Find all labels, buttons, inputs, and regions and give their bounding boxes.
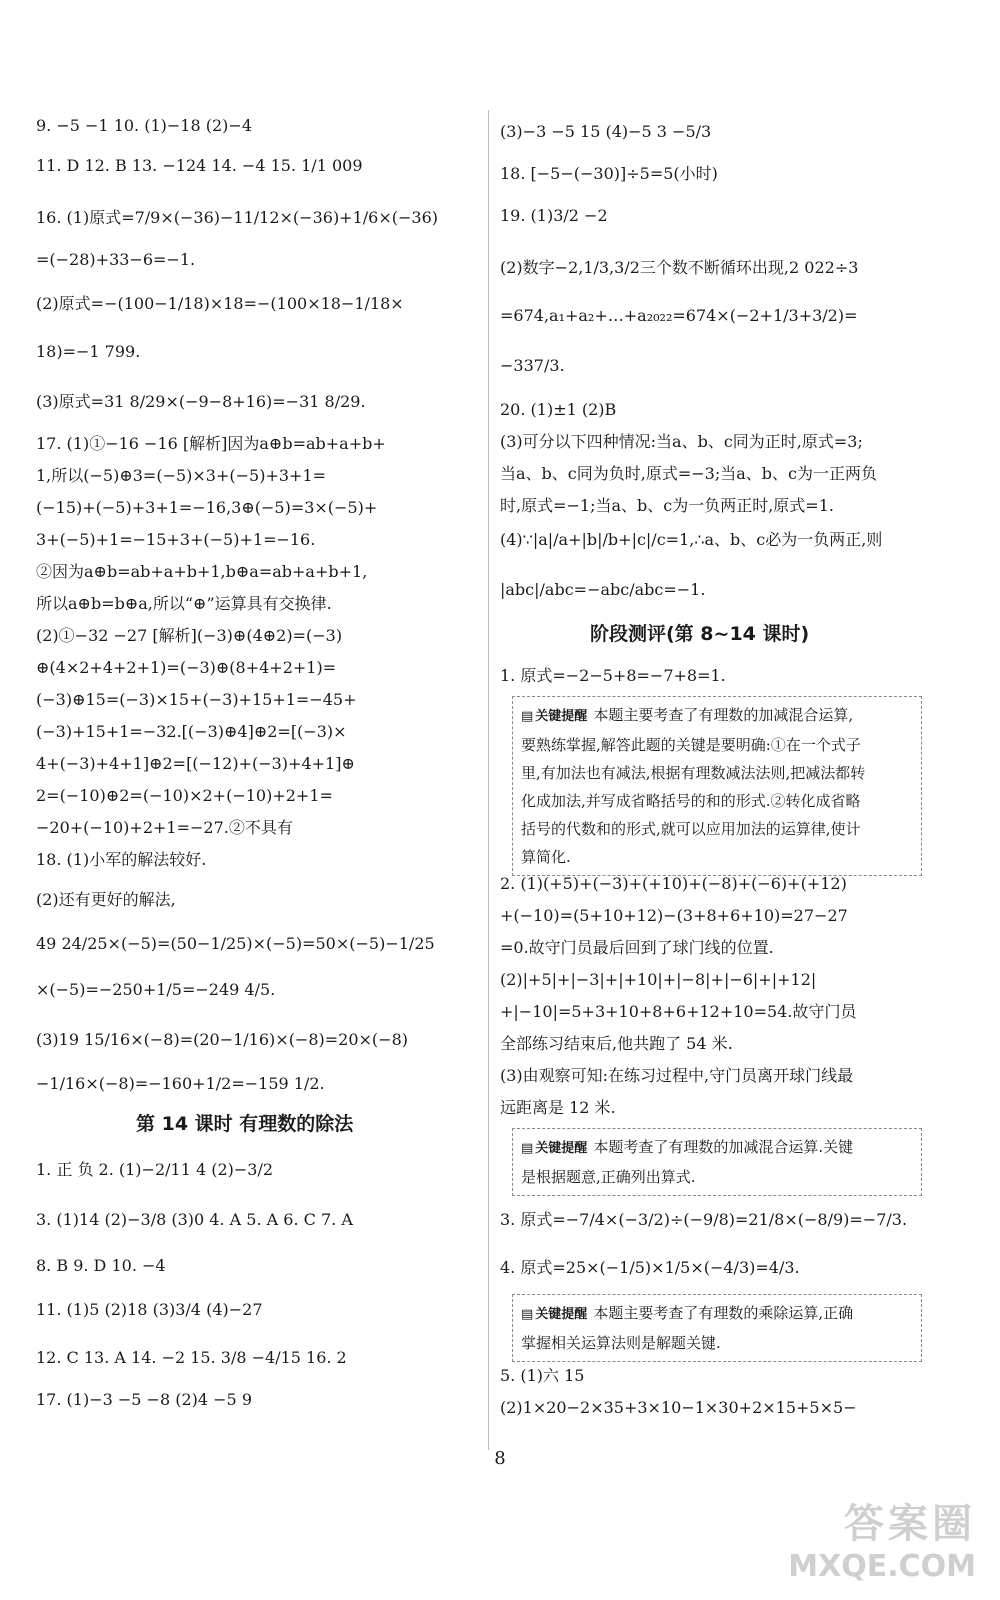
answer-line: (2)数字−2,1/3,3/2三个数不断循环出现,2 022÷3 — [500, 258, 859, 277]
key-reminder-box — [512, 696, 922, 876]
reminder-text: 本题考查了有理数的加减混合运算.关键 — [593, 1138, 854, 1156]
answer-line: 远距离是 12 米. — [500, 1098, 616, 1117]
answer-line: 18. (1)小军的解法较好. — [36, 850, 207, 869]
key-reminder-label: ▤ 关键提醒 — [521, 1307, 587, 1322]
answer-line: |abc|/abc=−abc/abc=−1. — [500, 580, 706, 599]
answer-line: 11. D 12. B 13. −124 14. −4 15. 1/1 009 — [36, 156, 363, 175]
reminder-text: 是根据题意,正确列出算式. — [521, 1168, 696, 1186]
reminder-text: 要熟练掌握,解答此题的关键是要明确:①在一个式子 — [521, 736, 861, 754]
answer-line: 9. −5 −1 10. (1)−18 (2)−4 — [36, 116, 252, 135]
key-reminder-box — [512, 1294, 922, 1362]
answer-line: 5. (1)六 15 — [500, 1366, 585, 1385]
key-reminder-box — [512, 1128, 922, 1196]
answer-line: 18)=−1 799. — [36, 342, 141, 361]
answer-line: (−3)+15+1=−32.[(−3)⊕4]⊕2=[(−3)× — [36, 722, 347, 741]
answer-line: 3. (1)14 (2)−3/8 (3)0 4. A 5. A 6. C 7. A — [36, 1210, 353, 1229]
watermark — [788, 1492, 976, 1584]
answer-line: 12. C 13. A 14. −2 15. 3/8 −4/15 16. 2 — [36, 1348, 347, 1367]
watermark-text: 答案圈 — [844, 1501, 976, 1547]
answer-line: (2)还有更好的解法, — [36, 890, 176, 909]
reminder-text: 算简化. — [521, 848, 571, 866]
answer-line: −337/3. — [500, 356, 565, 375]
answer-line: (2)|+5|+|−3|+|+10|+|−8|+|−6|+|+12| — [500, 970, 817, 989]
answer-line: 4. 原式=25×(−1/5)×1/5×(−4/3)=4/3. — [500, 1258, 800, 1277]
answer-line: 19. (1)3/2 −2 — [500, 206, 608, 225]
answer-line: −1/16×(−8)=−160+1/2=−159 1/2. — [36, 1074, 325, 1093]
answer-line: ②因为a⊕b=ab+a+b+1,b⊕a=ab+a+b+1, — [36, 562, 368, 581]
answer-line: (−3)⊕15=(−3)×15+(−3)+15+1=−45+ — [36, 690, 357, 709]
reminder-text: 里,有加法也有减法,根据有理数减法法则,把减法都转 — [521, 764, 866, 782]
answer-line: (3)−3 −5 15 (4)−5 3 −5/3 — [500, 122, 712, 141]
answer-line: (2)①−32 −27 [解析](−3)⊕(4⊕2)=(−3) — [36, 626, 343, 645]
answer-line: =674,a₁+a₂+…+a₂₀₂₂=674×(−2+1/3+3/2)= — [500, 306, 858, 325]
page-number: 8 — [494, 1448, 506, 1469]
answer-line: 17. (1)−3 −5 −8 (2)4 −5 9 — [36, 1390, 252, 1409]
reminder-text: 括号的代数和的形式,就可以应用加法的运算律,使计 — [521, 820, 861, 838]
answer-line: (3)可分以下四种情况:当a、b、c同为正时,原式=3; — [500, 432, 863, 451]
answer-line: =(−28)+33−6=−1. — [36, 250, 196, 269]
answer-line: 16. (1)原式=7/9×(−36)−11/12×(−36)+1/6×(−36) — [36, 208, 438, 227]
answer-line: 49 24/25×(−5)=(50−1/25)×(−5)=50×(−5)−1/25 — [36, 934, 435, 953]
answer-line: +(−10)=(5+10+12)−(3+8+6+10)=27−27 — [500, 906, 848, 925]
answer-line: (4)∵|a|/a+|b|/b+|c|/c=1,∴a、b、c必为一负两正,则 — [500, 530, 883, 549]
answer-line: (3)19 15/16×(−8)=(20−1/16)×(−8)=20×(−8) — [36, 1030, 408, 1049]
answer-line: 4+(−3)+4+1]⊕2=[(−12)+(−3)+4+1]⊕ — [36, 754, 355, 773]
answer-line: 3+(−5)+1=−15+3+(−5)+1=−16. — [36, 530, 316, 549]
answer-line: 17. (1)①−16 −16 [解析]因为a⊕b=ab+a+b+ — [36, 434, 386, 453]
answer-line: 2=(−10)⊕2=(−10)×2+(−10)+2+1= — [36, 786, 333, 805]
answer-line: +|−10|=5+3+10+8+6+12+10=54.故守门员 — [500, 1002, 857, 1021]
answer-line: (−15)+(−5)+3+1=−16,3⊕(−5)=3×(−5)+ — [36, 498, 378, 517]
answer-line: (2)原式=−(100−1/18)×18=−(100×18−1/18× — [36, 294, 404, 313]
column-divider — [488, 110, 489, 1450]
reminder-text: 掌握相关运算法则是解题关键. — [521, 1334, 721, 1352]
key-reminder-label: ▤ 关键提醒 — [521, 709, 587, 724]
answer-line: ⊕(4×2+4+2+1)=(−3)⊕(8+4+2+1)= — [36, 658, 337, 677]
answer-line: 时,原式=−1;当a、b、c为一负两正时,原式=1. — [500, 496, 834, 515]
reminder-text: 化成加法,并写成省略括号的和的形式.②转化成省略 — [521, 792, 861, 810]
answer-line: 2. (1)(+5)+(−3)+(+10)+(−8)+(−6)+(+12) — [500, 874, 847, 893]
reminder-text: 本题主要考查了有理数的乘除运算,正确 — [593, 1304, 854, 1322]
key-reminder-label: ▤ 关键提醒 — [521, 1141, 587, 1156]
answer-line: 8. B 9. D 10. −4 — [36, 1256, 166, 1275]
answer-line: (3)由观察可知:在练习过程中,守门员离开球门线最 — [500, 1066, 854, 1085]
watermark-url: MXQE.COM — [788, 1549, 976, 1584]
answer-line: (3)原式=31 8/29×(−9−8+16)=−31 8/29. — [36, 392, 366, 411]
section-heading: 阶段测评(第 8~14 课时) — [590, 623, 810, 645]
answer-line: 11. (1)5 (2)18 (3)3/4 (4)−27 — [36, 1300, 263, 1319]
reminder-text: 本题主要考查了有理数的加减混合运算, — [593, 706, 854, 724]
answer-line: 3. 原式=−7/4×(−3/2)÷(−9/8)=21/8×(−8/9)=−7/3. — [500, 1210, 908, 1229]
answer-line: 全部练习结束后,他共跑了 54 米. — [500, 1034, 733, 1053]
section-heading: 第 14 课时 有理数的除法 — [136, 1113, 354, 1135]
answer-line: =0.故守门员最后回到了球门线的位置. — [500, 938, 774, 957]
answer-line: 所以a⊕b=b⊕a,所以“⊕”运算具有交换律. — [36, 594, 332, 613]
answer-line: 1. 原式=−2−5+8=−7+8=1. — [500, 666, 726, 685]
answer-line: −20+(−10)+2+1=−27.②不具有 — [36, 818, 293, 837]
answer-line: 当a、b、c同为负时,原式=−3;当a、b、c为一正两负 — [500, 464, 877, 483]
answer-line: 18. [−5−(−30)]÷5=5(小时) — [500, 164, 718, 183]
answer-line: 1. 正 负 2. (1)−2/11 4 (2)−3/2 — [36, 1160, 274, 1179]
answer-line: ×(−5)=−250+1/5=−249 4/5. — [36, 980, 276, 999]
answer-line: 20. (1)±1 (2)B — [500, 400, 617, 419]
answer-line: 1,所以(−5)⊕3=(−5)×3+(−5)+3+1= — [36, 466, 327, 485]
answer-line: (2)1×20−2×35+3×10−1×30+2×15+5×5− — [500, 1398, 857, 1417]
